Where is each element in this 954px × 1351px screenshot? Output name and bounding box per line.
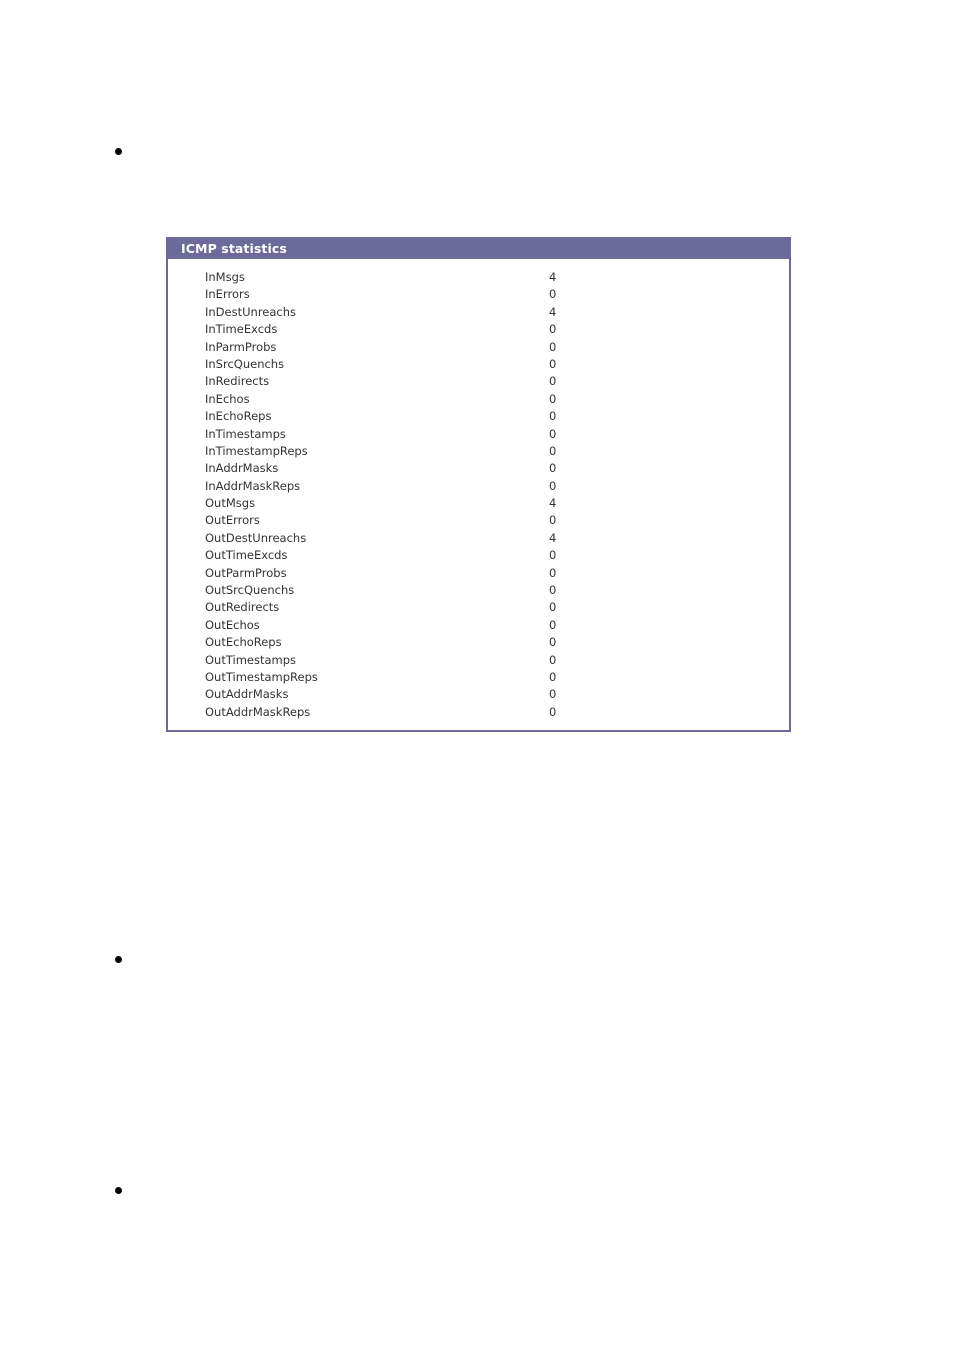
stat-label: InSrcQuenchs — [205, 356, 285, 371]
stat-value: 4 — [549, 496, 557, 511]
stat-row-outerrors — [205, 512, 765, 529]
stat-row-outparmprobs — [205, 565, 765, 582]
stat-value: 0 — [549, 374, 557, 389]
stat-label: InParmProbs — [205, 339, 277, 354]
stat-value: 0 — [549, 461, 557, 476]
stat-label: OutTimestampReps — [205, 669, 318, 684]
bullet-point-3 — [115, 1187, 122, 1194]
icmp-statistics-panel — [166, 237, 791, 732]
stats-table — [205, 269, 765, 721]
bullet-point-2 — [115, 956, 122, 963]
stat-row-intimeexcds — [205, 321, 765, 338]
stat-value: 0 — [549, 339, 557, 354]
stat-label: OutMsgs — [205, 496, 256, 511]
stat-row-inredirects — [205, 373, 765, 390]
stat-value: 0 — [549, 356, 557, 371]
stat-label: InAddrMasks — [205, 461, 279, 476]
stat-value: 0 — [549, 704, 557, 719]
stat-label: InDestUnreachs — [205, 304, 297, 319]
stat-label: OutDestUnreachs — [205, 530, 307, 545]
stat-value: 0 — [549, 426, 557, 441]
stat-value: 0 — [549, 669, 557, 684]
stat-value: 0 — [549, 548, 557, 563]
stat-row-inmsgs — [205, 269, 765, 286]
stat-value: 0 — [549, 565, 557, 580]
stat-row-outdestunreachs — [205, 530, 765, 547]
stat-value: 4 — [549, 270, 557, 284]
stat-value: 0 — [549, 513, 557, 528]
stat-value: 0 — [549, 409, 557, 424]
stat-value: 0 — [549, 583, 557, 598]
stat-row-outtimestampreps — [205, 669, 765, 686]
stat-row-inaddrmasks — [205, 460, 765, 477]
stat-label: InMsgs — [205, 270, 245, 284]
stat-value: 0 — [549, 617, 557, 632]
stat-row-insrcquenchs — [205, 356, 765, 373]
stat-label: OutAddrMasks — [205, 687, 289, 702]
stat-row-outechoreps — [205, 634, 765, 651]
stat-label: OutParmProbs — [205, 565, 287, 580]
stat-row-outmsgs — [205, 495, 765, 512]
stat-value: 0 — [549, 635, 557, 650]
stat-value: 0 — [549, 443, 557, 458]
stat-row-inechoreps — [205, 408, 765, 425]
stat-row-inechos — [205, 391, 765, 408]
stat-row-inerrors — [205, 286, 765, 303]
stat-value: 0 — [549, 478, 557, 493]
stat-value: 0 — [549, 287, 557, 302]
stat-label: InRedirects — [205, 374, 270, 389]
stat-row-inaddrmaskreps — [205, 478, 765, 495]
stat-value: 0 — [549, 652, 557, 667]
stat-label: OutEchos — [205, 617, 260, 632]
stat-label: OutAddrMaskReps — [205, 704, 311, 719]
stat-label: OutErrors — [205, 513, 260, 528]
stat-row-outredirects — [205, 599, 765, 616]
stat-value: 0 — [549, 687, 557, 702]
stat-label: InTimestamps — [205, 426, 286, 441]
stat-value: 4 — [549, 530, 557, 545]
stat-label: OutSrcQuenchs — [205, 583, 295, 598]
stat-label: OutTimestamps — [205, 652, 297, 667]
stat-label: InEchos — [205, 391, 250, 406]
stat-row-outechos — [205, 617, 765, 634]
stat-row-inparmprobs — [205, 339, 765, 356]
stat-row-outtimestamps — [205, 652, 765, 669]
stat-label: InAddrMaskReps — [205, 478, 301, 493]
stat-label: InErrors — [205, 287, 250, 302]
stat-label: OutRedirects — [205, 600, 280, 615]
stat-row-outsrcquenchs — [205, 582, 765, 599]
stat-value: 4 — [549, 304, 557, 319]
panel-title: ICMP statistics — [168, 239, 789, 259]
stat-label: OutTimeExcds — [205, 548, 288, 563]
stat-label: InTimeExcds — [205, 322, 278, 337]
stat-label: InEchoReps — [205, 409, 272, 424]
stat-value: 0 — [549, 322, 557, 337]
stat-label: OutEchoReps — [205, 635, 282, 650]
stat-value: 0 — [549, 391, 557, 406]
stat-row-outaddrmaskreps — [205, 704, 765, 721]
stat-value: 0 — [549, 600, 557, 615]
stat-row-outaddrmasks — [205, 686, 765, 703]
stat-row-intimestamps — [205, 426, 765, 443]
bullet-point-1 — [115, 148, 122, 155]
stat-row-outtimeexcds — [205, 547, 765, 564]
stat-row-indestunreachs — [205, 304, 765, 321]
stat-label: InTimestampReps — [205, 443, 308, 458]
stat-row-intimestampreps — [205, 443, 765, 460]
